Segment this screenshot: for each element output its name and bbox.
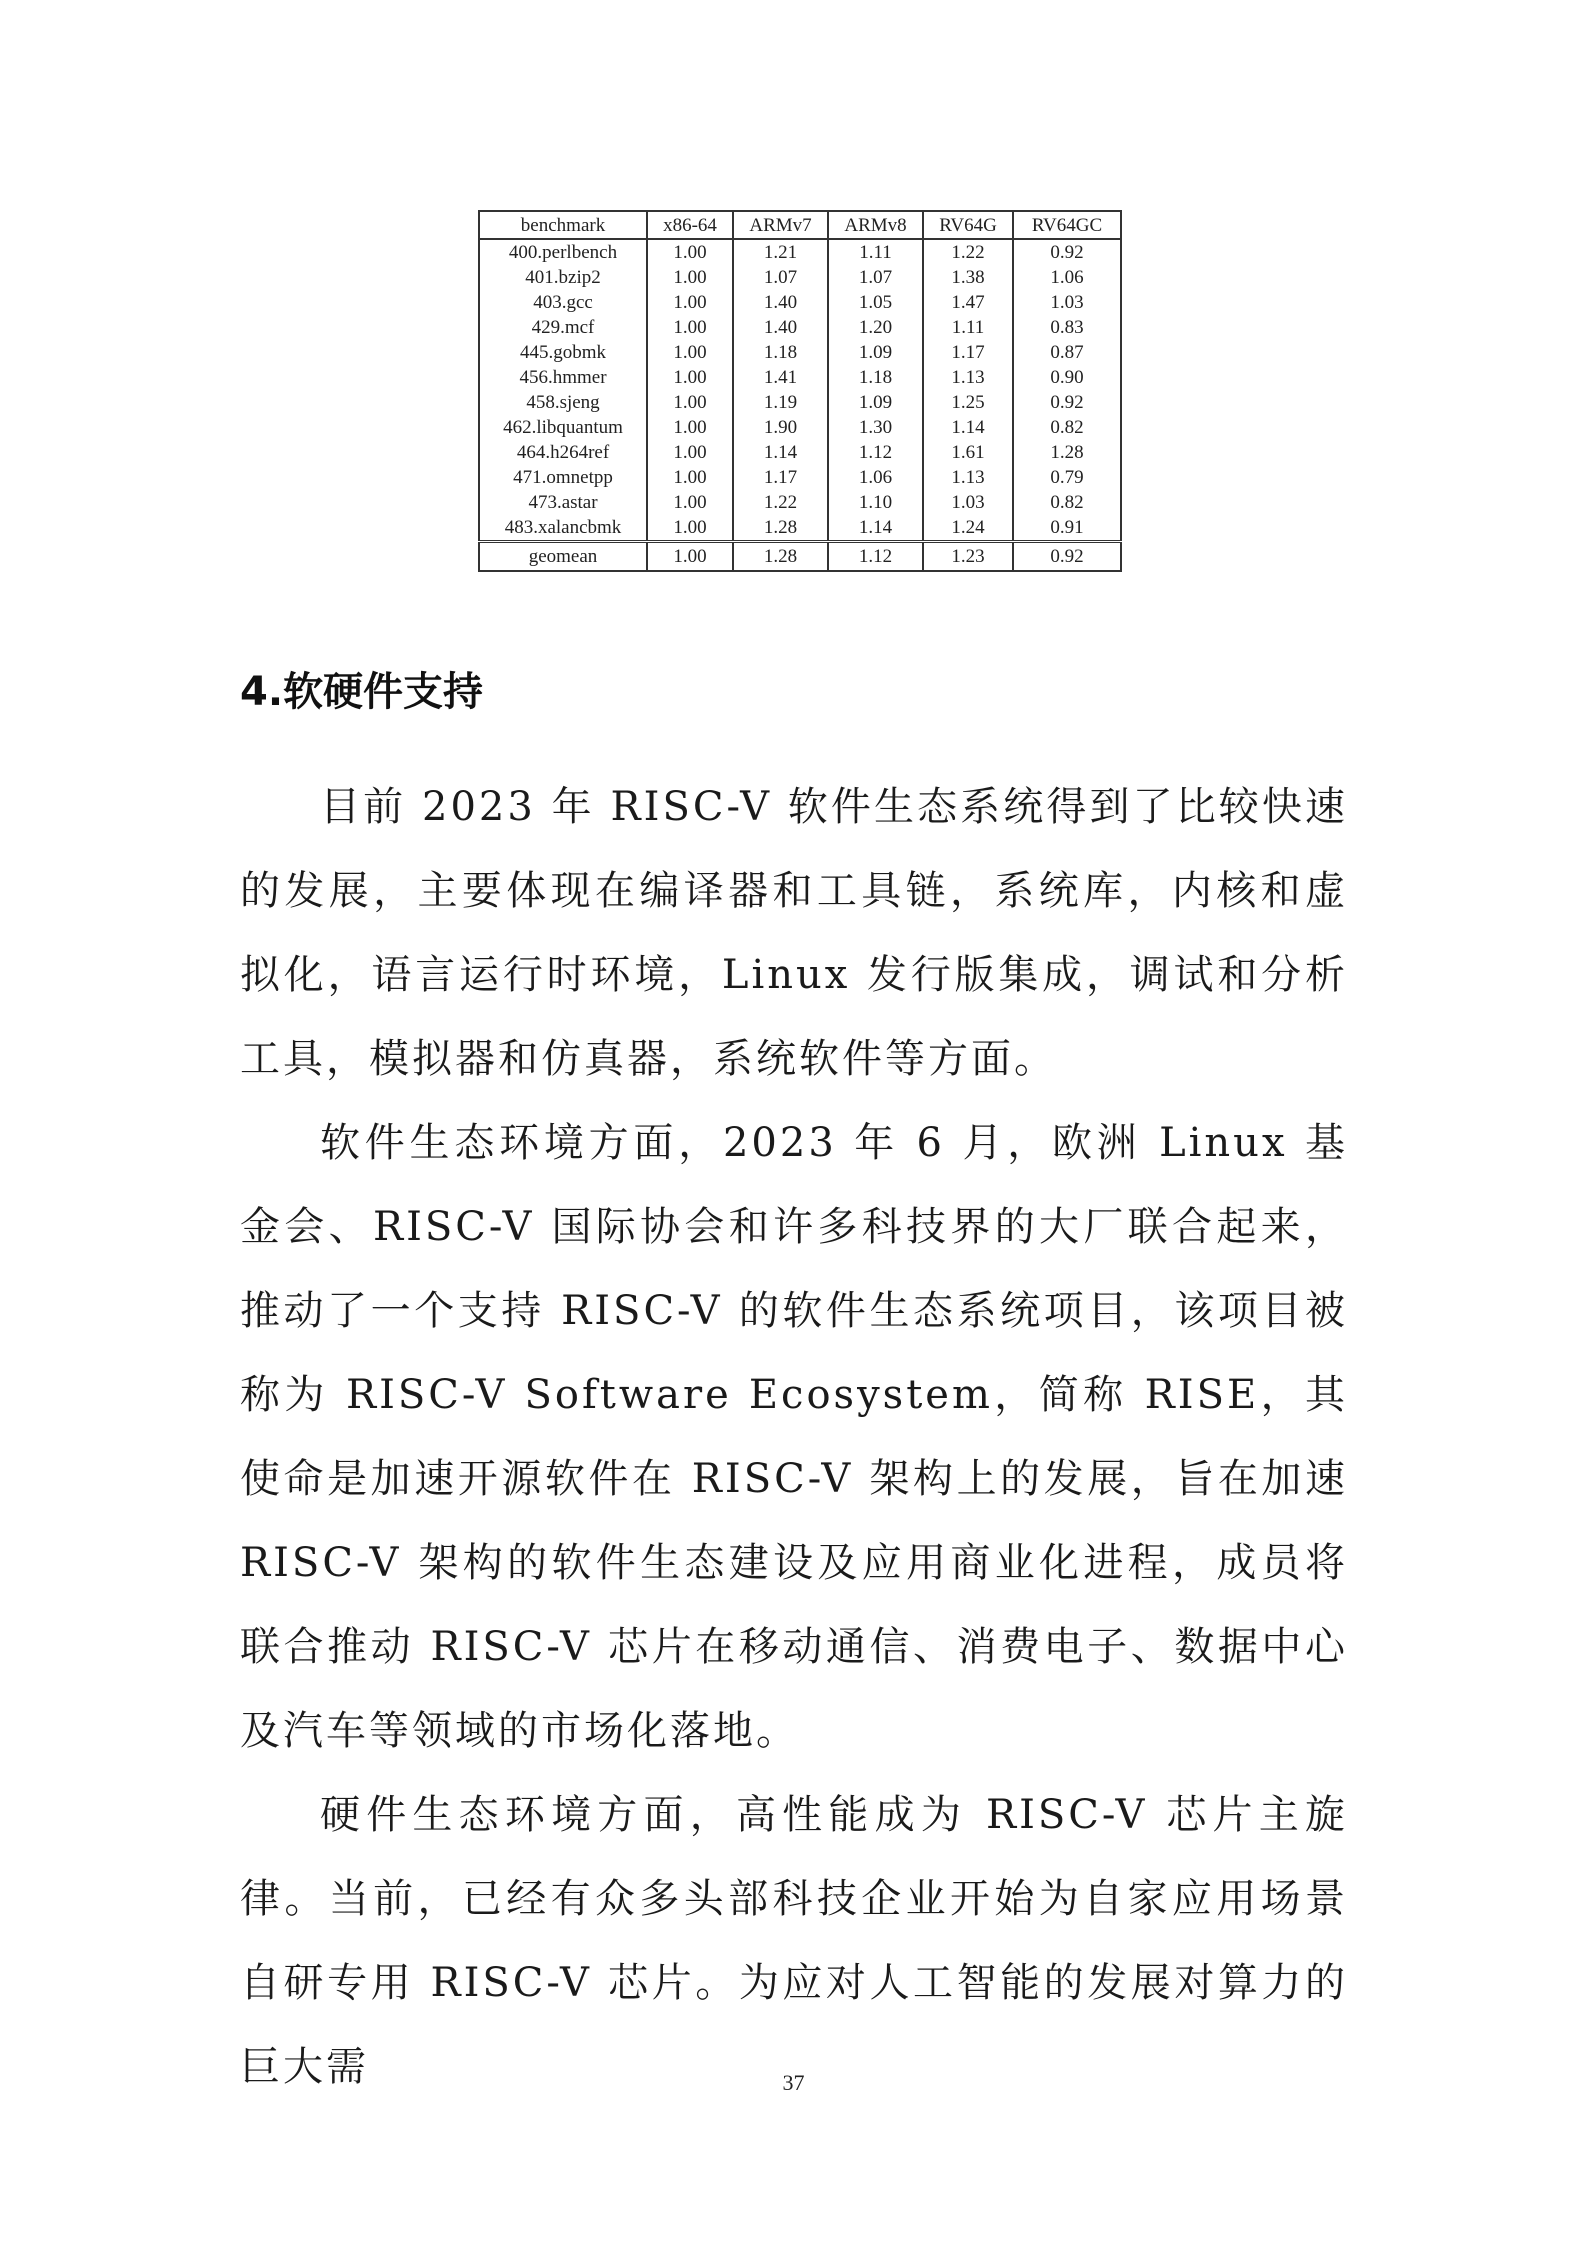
cell-value: 1.05 xyxy=(828,290,923,315)
cell-value: 0.79 xyxy=(1013,465,1121,490)
table-row xyxy=(479,465,1121,490)
paragraph-software-environment: 软件生态环境方面，2023 年 6 月，欧洲 Linux 基金会、RISC-V 国际协会和许多科技界的大厂联合起来，推动了一个支持 RISC-V 的软件生态系统项目，该项目被称为 RISC-V Software Ecosystem，简称 RISE，其使命是加速开源软件在 RISC-V 架构上的发展，旨在加速 RISC-V 架构的软件生态建设及应用商业化进程，成员将联合推动 RISC-V 芯片在移动通信、消费电子、数据中心及汽车等领域的市场化落地。 xyxy=(240,1120,1348,1754)
cell-value: 1.17 xyxy=(733,465,828,490)
table-row xyxy=(479,440,1121,465)
cell-value: 1.22 xyxy=(733,490,828,515)
cell-value: 1.14 xyxy=(828,515,923,542)
table-row xyxy=(479,415,1121,440)
paragraph-software-ecosystem-overview: 目前 2023 年 RISC-V 软件生态系统得到了比较快速的发展，主要体现在编译器和工具链，系统库，内核和虚拟化，语言运行时环境，Linux 发行版集成，调试和分析工具，模拟器和仿真器，系统软件等方面。 xyxy=(240,784,1348,1082)
cell-value: 1.12 xyxy=(828,440,923,465)
cell-value: 0.83 xyxy=(1013,315,1121,340)
cell-value: 1.61 xyxy=(923,440,1013,465)
cell-value: 1.00 xyxy=(647,265,733,290)
cell-value: 1.00 xyxy=(647,340,733,365)
section-body xyxy=(240,765,1348,2109)
benchmark-name: 429.mcf xyxy=(479,315,647,340)
header-benchmark: benchmark xyxy=(479,211,647,239)
cell-value: 1.09 xyxy=(828,390,923,415)
paragraph-hardware-environment: 硬件生态环境方面，高性能成为 RISC-V 芯片主旋律。当前，已经有众多头部科技企业开始为自家应用场景自研专用 RISC-V 芯片。为应对人工智能的发展对算力的巨大需 xyxy=(240,1792,1348,2090)
table-row xyxy=(479,390,1121,415)
benchmark-name: 458.sjeng xyxy=(479,390,647,415)
cell-value: 1.18 xyxy=(828,365,923,390)
table-row xyxy=(479,239,1121,265)
benchmark-table xyxy=(478,210,1122,572)
geomean-value: 0.92 xyxy=(1013,542,1121,572)
cell-value: 1.30 xyxy=(828,415,923,440)
cell-value: 1.17 xyxy=(923,340,1013,365)
geomean-label: geomean xyxy=(479,542,647,572)
section-heading: 4.软硬件支持 xyxy=(240,669,484,715)
cell-value: 1.38 xyxy=(923,265,1013,290)
cell-value: 1.06 xyxy=(828,465,923,490)
cell-value: 1.00 xyxy=(647,315,733,340)
cell-value: 1.22 xyxy=(923,239,1013,265)
cell-value: 1.24 xyxy=(923,515,1013,542)
cell-value: 1.00 xyxy=(647,490,733,515)
benchmark-name: 471.omnetpp xyxy=(479,465,647,490)
cell-value: 1.19 xyxy=(733,390,828,415)
cell-value: 1.13 xyxy=(923,465,1013,490)
cell-value: 1.00 xyxy=(647,515,733,542)
benchmark-name: 400.perlbench xyxy=(479,239,647,265)
header-armv7: ARMv7 xyxy=(733,211,828,239)
cell-value: 0.92 xyxy=(1013,390,1121,415)
cell-value: 1.18 xyxy=(733,340,828,365)
cell-value: 1.07 xyxy=(828,265,923,290)
cell-value: 1.00 xyxy=(647,390,733,415)
page-number: 37 xyxy=(782,2070,805,2095)
benchmark-name: 445.gobmk xyxy=(479,340,647,365)
geomean-value: 1.28 xyxy=(733,542,828,572)
header-rv64gc: RV64GC xyxy=(1013,211,1121,239)
cell-value: 1.00 xyxy=(647,290,733,315)
cell-value: 0.82 xyxy=(1013,415,1121,440)
header-armv8: ARMv8 xyxy=(828,211,923,239)
cell-value: 1.00 xyxy=(647,465,733,490)
cell-value: 1.10 xyxy=(828,490,923,515)
benchmark-name: 464.h264ref xyxy=(479,440,647,465)
geomean-value: 1.12 xyxy=(828,542,923,572)
benchmark-name: 462.libquantum xyxy=(479,415,647,440)
table-row xyxy=(479,490,1121,515)
cell-value: 0.82 xyxy=(1013,490,1121,515)
table-row xyxy=(479,265,1121,290)
cell-value: 1.03 xyxy=(923,490,1013,515)
cell-value: 0.87 xyxy=(1013,340,1121,365)
benchmark-name: 403.gcc xyxy=(479,290,647,315)
cell-value: 1.00 xyxy=(647,365,733,390)
benchmark-name: 401.bzip2 xyxy=(479,265,647,290)
benchmark-table-container xyxy=(478,210,1122,572)
table-row xyxy=(479,290,1121,315)
table-row xyxy=(479,365,1121,390)
cell-value: 1.25 xyxy=(923,390,1013,415)
cell-value: 0.90 xyxy=(1013,365,1121,390)
cell-value: 1.28 xyxy=(1013,440,1121,465)
cell-value: 1.40 xyxy=(733,315,828,340)
cell-value: 1.14 xyxy=(733,440,828,465)
cell-value: 1.00 xyxy=(647,239,733,265)
cell-value: 1.11 xyxy=(828,239,923,265)
cell-value: 1.41 xyxy=(733,365,828,390)
cell-value: 1.07 xyxy=(733,265,828,290)
cell-value: 1.09 xyxy=(828,340,923,365)
cell-value: 1.00 xyxy=(647,440,733,465)
benchmark-name: 483.xalancbmk xyxy=(479,515,647,542)
geomean-value: 1.00 xyxy=(647,542,733,572)
cell-value: 1.00 xyxy=(647,415,733,440)
header-x86-64: x86-64 xyxy=(647,211,733,239)
cell-value: 1.03 xyxy=(1013,290,1121,315)
table-header-row xyxy=(479,211,1121,239)
cell-value: 1.90 xyxy=(733,415,828,440)
cell-value: 1.13 xyxy=(923,365,1013,390)
cell-value: 1.11 xyxy=(923,315,1013,340)
geomean-row xyxy=(479,542,1121,572)
geomean-value: 1.23 xyxy=(923,542,1013,572)
benchmark-name: 473.astar xyxy=(479,490,647,515)
cell-value: 1.40 xyxy=(733,290,828,315)
benchmark-name: 456.hmmer xyxy=(479,365,647,390)
cell-value: 1.21 xyxy=(733,239,828,265)
cell-value: 1.47 xyxy=(923,290,1013,315)
cell-value: 1.28 xyxy=(733,515,828,542)
cell-value: 1.14 xyxy=(923,415,1013,440)
table-row xyxy=(479,315,1121,340)
cell-value: 0.91 xyxy=(1013,515,1121,542)
table-row xyxy=(479,515,1121,542)
table-row xyxy=(479,340,1121,365)
cell-value: 1.06 xyxy=(1013,265,1121,290)
cell-value: 1.20 xyxy=(828,315,923,340)
header-rv64g: RV64G xyxy=(923,211,1013,239)
cell-value: 0.92 xyxy=(1013,239,1121,265)
